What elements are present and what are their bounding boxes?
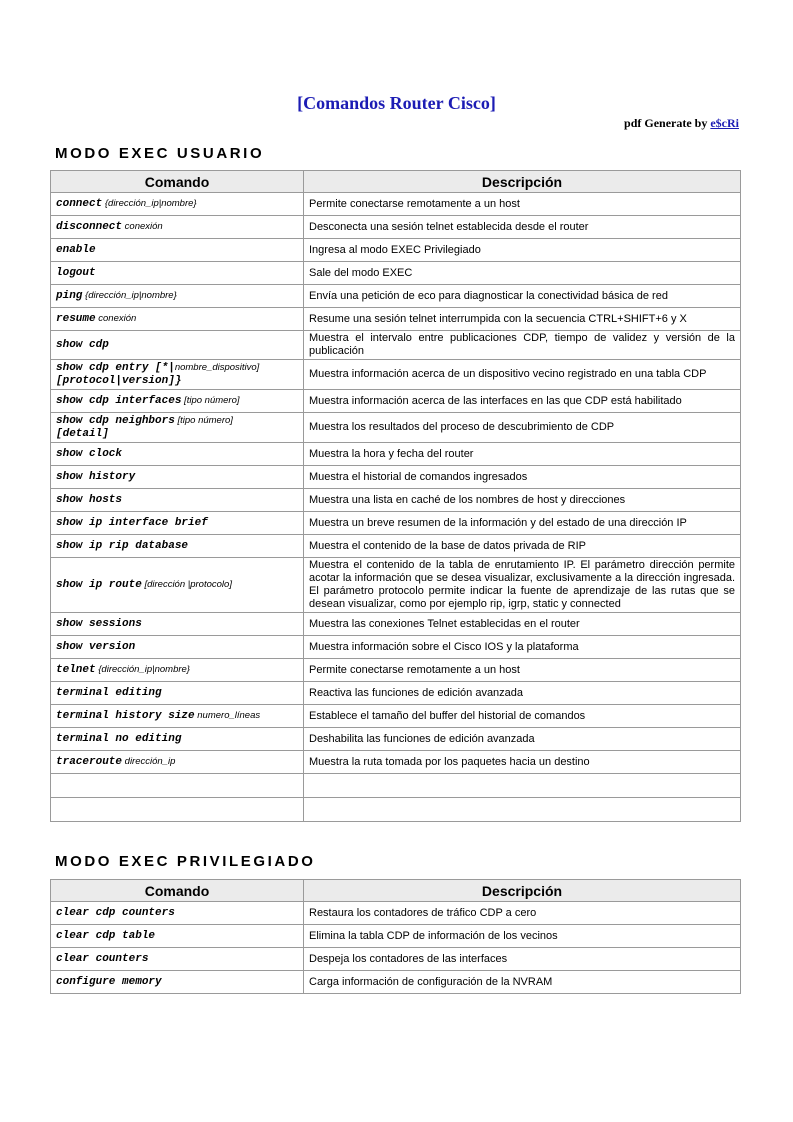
command-argument: nombre_dispositivo] bbox=[174, 362, 260, 373]
command-text: configure memory bbox=[56, 975, 162, 988]
command-cell bbox=[51, 489, 304, 512]
command-text: ping bbox=[56, 290, 83, 302]
table-row bbox=[51, 390, 741, 413]
command-text: terminal editing bbox=[56, 686, 162, 699]
description-cell: Resume una sesión telnet interrumpida con la secuencia CTRL+SHIFT+6 y X bbox=[304, 308, 741, 331]
command-argument: [dirección |protocolo] bbox=[141, 579, 232, 590]
empty-cell bbox=[51, 774, 304, 798]
command-cell bbox=[51, 466, 304, 489]
command-text: logout bbox=[56, 266, 96, 279]
command-cell bbox=[51, 285, 304, 308]
section-heading-exec-usuario: MODO EXEC USUARIO bbox=[55, 145, 265, 162]
command-argument: {dirección_ip|nombre} bbox=[95, 664, 190, 675]
description-cell: Muestra el historial de comandos ingresados bbox=[304, 466, 741, 489]
command-text: show ip rip database bbox=[56, 539, 189, 552]
command-cell bbox=[51, 705, 304, 728]
description-cell: Muestra el contenido de la base de datos privada de RIP bbox=[304, 535, 741, 558]
command-cell bbox=[51, 262, 304, 285]
table-row bbox=[51, 308, 741, 331]
command-text: connect bbox=[56, 198, 103, 210]
command-text: show cdp interfaces bbox=[56, 395, 182, 407]
command-cell bbox=[51, 216, 304, 239]
description-cell: Permite conectarse remotamente a un host bbox=[304, 193, 741, 216]
command-text: show sessions bbox=[56, 617, 142, 630]
description-cell: Muestra información sobre el Cisco IOS y la plataforma bbox=[304, 636, 741, 659]
table-row bbox=[51, 193, 741, 216]
command-cell bbox=[51, 971, 304, 994]
empty-cell bbox=[304, 774, 741, 798]
command-argument: conexión bbox=[95, 313, 137, 324]
column-header-description: Descripción bbox=[304, 171, 741, 193]
description-cell: Muestra la ruta tomada por los paquetes hacia un destino bbox=[304, 751, 741, 774]
empty-row bbox=[51, 774, 741, 798]
description-cell: Muestra las conexiones Telnet establecidas en el router bbox=[304, 613, 741, 636]
description-cell: Muestra una lista en caché de los nombres de host y direcciones bbox=[304, 489, 741, 512]
table-row bbox=[51, 751, 741, 774]
command-text: show version bbox=[56, 640, 136, 653]
table-row bbox=[51, 239, 741, 262]
table-row bbox=[51, 902, 741, 925]
table-row bbox=[51, 512, 741, 535]
description-cell: Muestra el intervalo entre publicaciones CDP, tiempo de validez y versión de la publicación bbox=[304, 331, 741, 360]
command-cell bbox=[51, 682, 304, 705]
command-text: show cdp bbox=[56, 338, 109, 351]
command-text: resume bbox=[56, 313, 96, 325]
description-cell: Sale del modo EXEC bbox=[304, 262, 741, 285]
command-cell bbox=[51, 331, 304, 360]
command-argument: conexión bbox=[122, 221, 163, 232]
command-text: enable bbox=[56, 243, 96, 256]
credit-line bbox=[624, 116, 739, 131]
description-cell: Muestra un breve resumen de la información y del estado de una dirección IP bbox=[304, 512, 741, 535]
command-cell bbox=[51, 728, 304, 751]
exec-privilegiado-table bbox=[50, 879, 741, 994]
table-row bbox=[51, 535, 741, 558]
command-cell bbox=[51, 636, 304, 659]
command-cell bbox=[51, 948, 304, 971]
command-cell bbox=[51, 193, 304, 216]
command-text: show cdp neighbors bbox=[56, 415, 175, 427]
description-cell: Ingresa al modo EXEC Privilegiado bbox=[304, 239, 741, 262]
credit-prefix: pdf Generate by bbox=[624, 116, 711, 130]
description-cell: Despeja los contadores de las interfaces bbox=[304, 948, 741, 971]
description-cell: Carga información de configuración de la NVRAM bbox=[304, 971, 741, 994]
table-row bbox=[51, 971, 741, 994]
command-text: clear cdp table bbox=[56, 929, 156, 942]
description-cell: Permite conectarse remotamente a un host bbox=[304, 659, 741, 682]
command-text: terminal history size bbox=[56, 710, 195, 722]
command-cell bbox=[51, 413, 304, 443]
command-cell bbox=[51, 659, 304, 682]
command-cell bbox=[51, 390, 304, 413]
command-text: clear counters bbox=[56, 952, 149, 965]
description-cell: Muestra los resultados del proceso de descubrimiento de CDP bbox=[304, 413, 741, 443]
command-cell bbox=[51, 239, 304, 262]
empty-cell bbox=[304, 798, 741, 822]
description-cell: Reactiva las funciones de edición avanzada bbox=[304, 682, 741, 705]
command-cell bbox=[51, 308, 304, 331]
description-cell: Deshabilita las funciones de edición avanzada bbox=[304, 728, 741, 751]
table-row bbox=[51, 705, 741, 728]
table-row bbox=[51, 682, 741, 705]
description-cell: Establece el tamaño del buffer del historial de comandos bbox=[304, 705, 741, 728]
description-cell: Muestra la hora y fecha del router bbox=[304, 443, 741, 466]
table-row bbox=[51, 636, 741, 659]
table-row bbox=[51, 331, 741, 360]
command-cell bbox=[51, 751, 304, 774]
command-cell bbox=[51, 360, 304, 390]
table-row bbox=[51, 216, 741, 239]
description-cell: Envía una petición de eco para diagnosticar la conectividad básica de red bbox=[304, 285, 741, 308]
command-argument: dirección_ip bbox=[122, 756, 176, 767]
command-text-continued: [protocol|version]} bbox=[56, 375, 182, 387]
command-argument: {dirección_ip|nombre} bbox=[102, 198, 197, 209]
command-text: show ip route bbox=[56, 579, 142, 591]
command-text: show history bbox=[56, 470, 136, 483]
column-header-command: Comando bbox=[51, 880, 304, 902]
description-cell: Desconecta una sesión telnet establecida desde el router bbox=[304, 216, 741, 239]
command-text: traceroute bbox=[56, 756, 123, 768]
command-text: disconnect bbox=[56, 221, 123, 233]
command-cell bbox=[51, 902, 304, 925]
empty-row bbox=[51, 798, 741, 822]
table-row bbox=[51, 728, 741, 751]
table-row bbox=[51, 613, 741, 636]
empty-cell bbox=[51, 798, 304, 822]
column-header-command: Comando bbox=[51, 171, 304, 193]
exec-usuario-table bbox=[50, 170, 741, 822]
table-row bbox=[51, 413, 741, 443]
table-row bbox=[51, 925, 741, 948]
table-row bbox=[51, 466, 741, 489]
description-cell: Restaura los contadores de tráfico CDP a cero bbox=[304, 902, 741, 925]
table-row bbox=[51, 285, 741, 308]
exec-usuario-rows bbox=[51, 193, 741, 822]
command-text: show hosts bbox=[56, 493, 123, 506]
command-argument: {dirección_ip|nombre} bbox=[82, 290, 177, 301]
description-cell: Elimina la tabla CDP de información de los vecinos bbox=[304, 925, 741, 948]
command-text-continued: [detail] bbox=[56, 428, 109, 440]
command-text: show clock bbox=[56, 447, 123, 460]
exec-privilegiado-rows bbox=[51, 902, 741, 994]
table-row bbox=[51, 659, 741, 682]
command-text: terminal no editing bbox=[56, 732, 182, 745]
table-row bbox=[51, 489, 741, 512]
section-heading-exec-privilegiado: MODO EXEC PRIVILEGIADO bbox=[55, 853, 316, 870]
command-cell bbox=[51, 535, 304, 558]
table-header-row bbox=[51, 171, 741, 193]
command-cell bbox=[51, 443, 304, 466]
command-text: show cdp entry [*| bbox=[56, 362, 175, 374]
command-cell bbox=[51, 925, 304, 948]
command-cell bbox=[51, 613, 304, 636]
command-cell bbox=[51, 558, 304, 613]
table-row bbox=[51, 360, 741, 390]
command-argument: [tipo número] bbox=[174, 415, 233, 426]
document-title: [Comandos Router Cisco] bbox=[297, 93, 496, 113]
command-argument: [tipo número] bbox=[181, 395, 240, 406]
column-header-description: Descripción bbox=[304, 880, 741, 902]
table-row bbox=[51, 262, 741, 285]
command-cell bbox=[51, 512, 304, 535]
credit-author-link[interactable]: e$cRi bbox=[710, 116, 739, 130]
description-cell: Muestra el contenido de la tabla de enrutamiento IP. El parámetro dirección permite acotar la información que se desea visualizar, exclusivamente a la dirección ingresada. El parámetro protocolo permite indicar la fuente de aprendizaje de las rutas que se desean visualizar, como por ejemplo rip, igrp, static y connected bbox=[304, 558, 741, 613]
description-cell: Muestra información acerca de un dispositivo vecino registrado en una tabla CDP bbox=[304, 360, 741, 390]
command-text: clear cdp counters bbox=[56, 906, 175, 919]
description-cell: Muestra información acerca de las interfaces en las que CDP está habilitado bbox=[304, 390, 741, 413]
table-row bbox=[51, 443, 741, 466]
command-argument: numero_líneas bbox=[194, 710, 261, 721]
command-text: telnet bbox=[56, 664, 96, 676]
table-row bbox=[51, 558, 741, 613]
command-text: show ip interface brief bbox=[56, 516, 208, 529]
table-header-row bbox=[51, 880, 741, 902]
table-row bbox=[51, 948, 741, 971]
